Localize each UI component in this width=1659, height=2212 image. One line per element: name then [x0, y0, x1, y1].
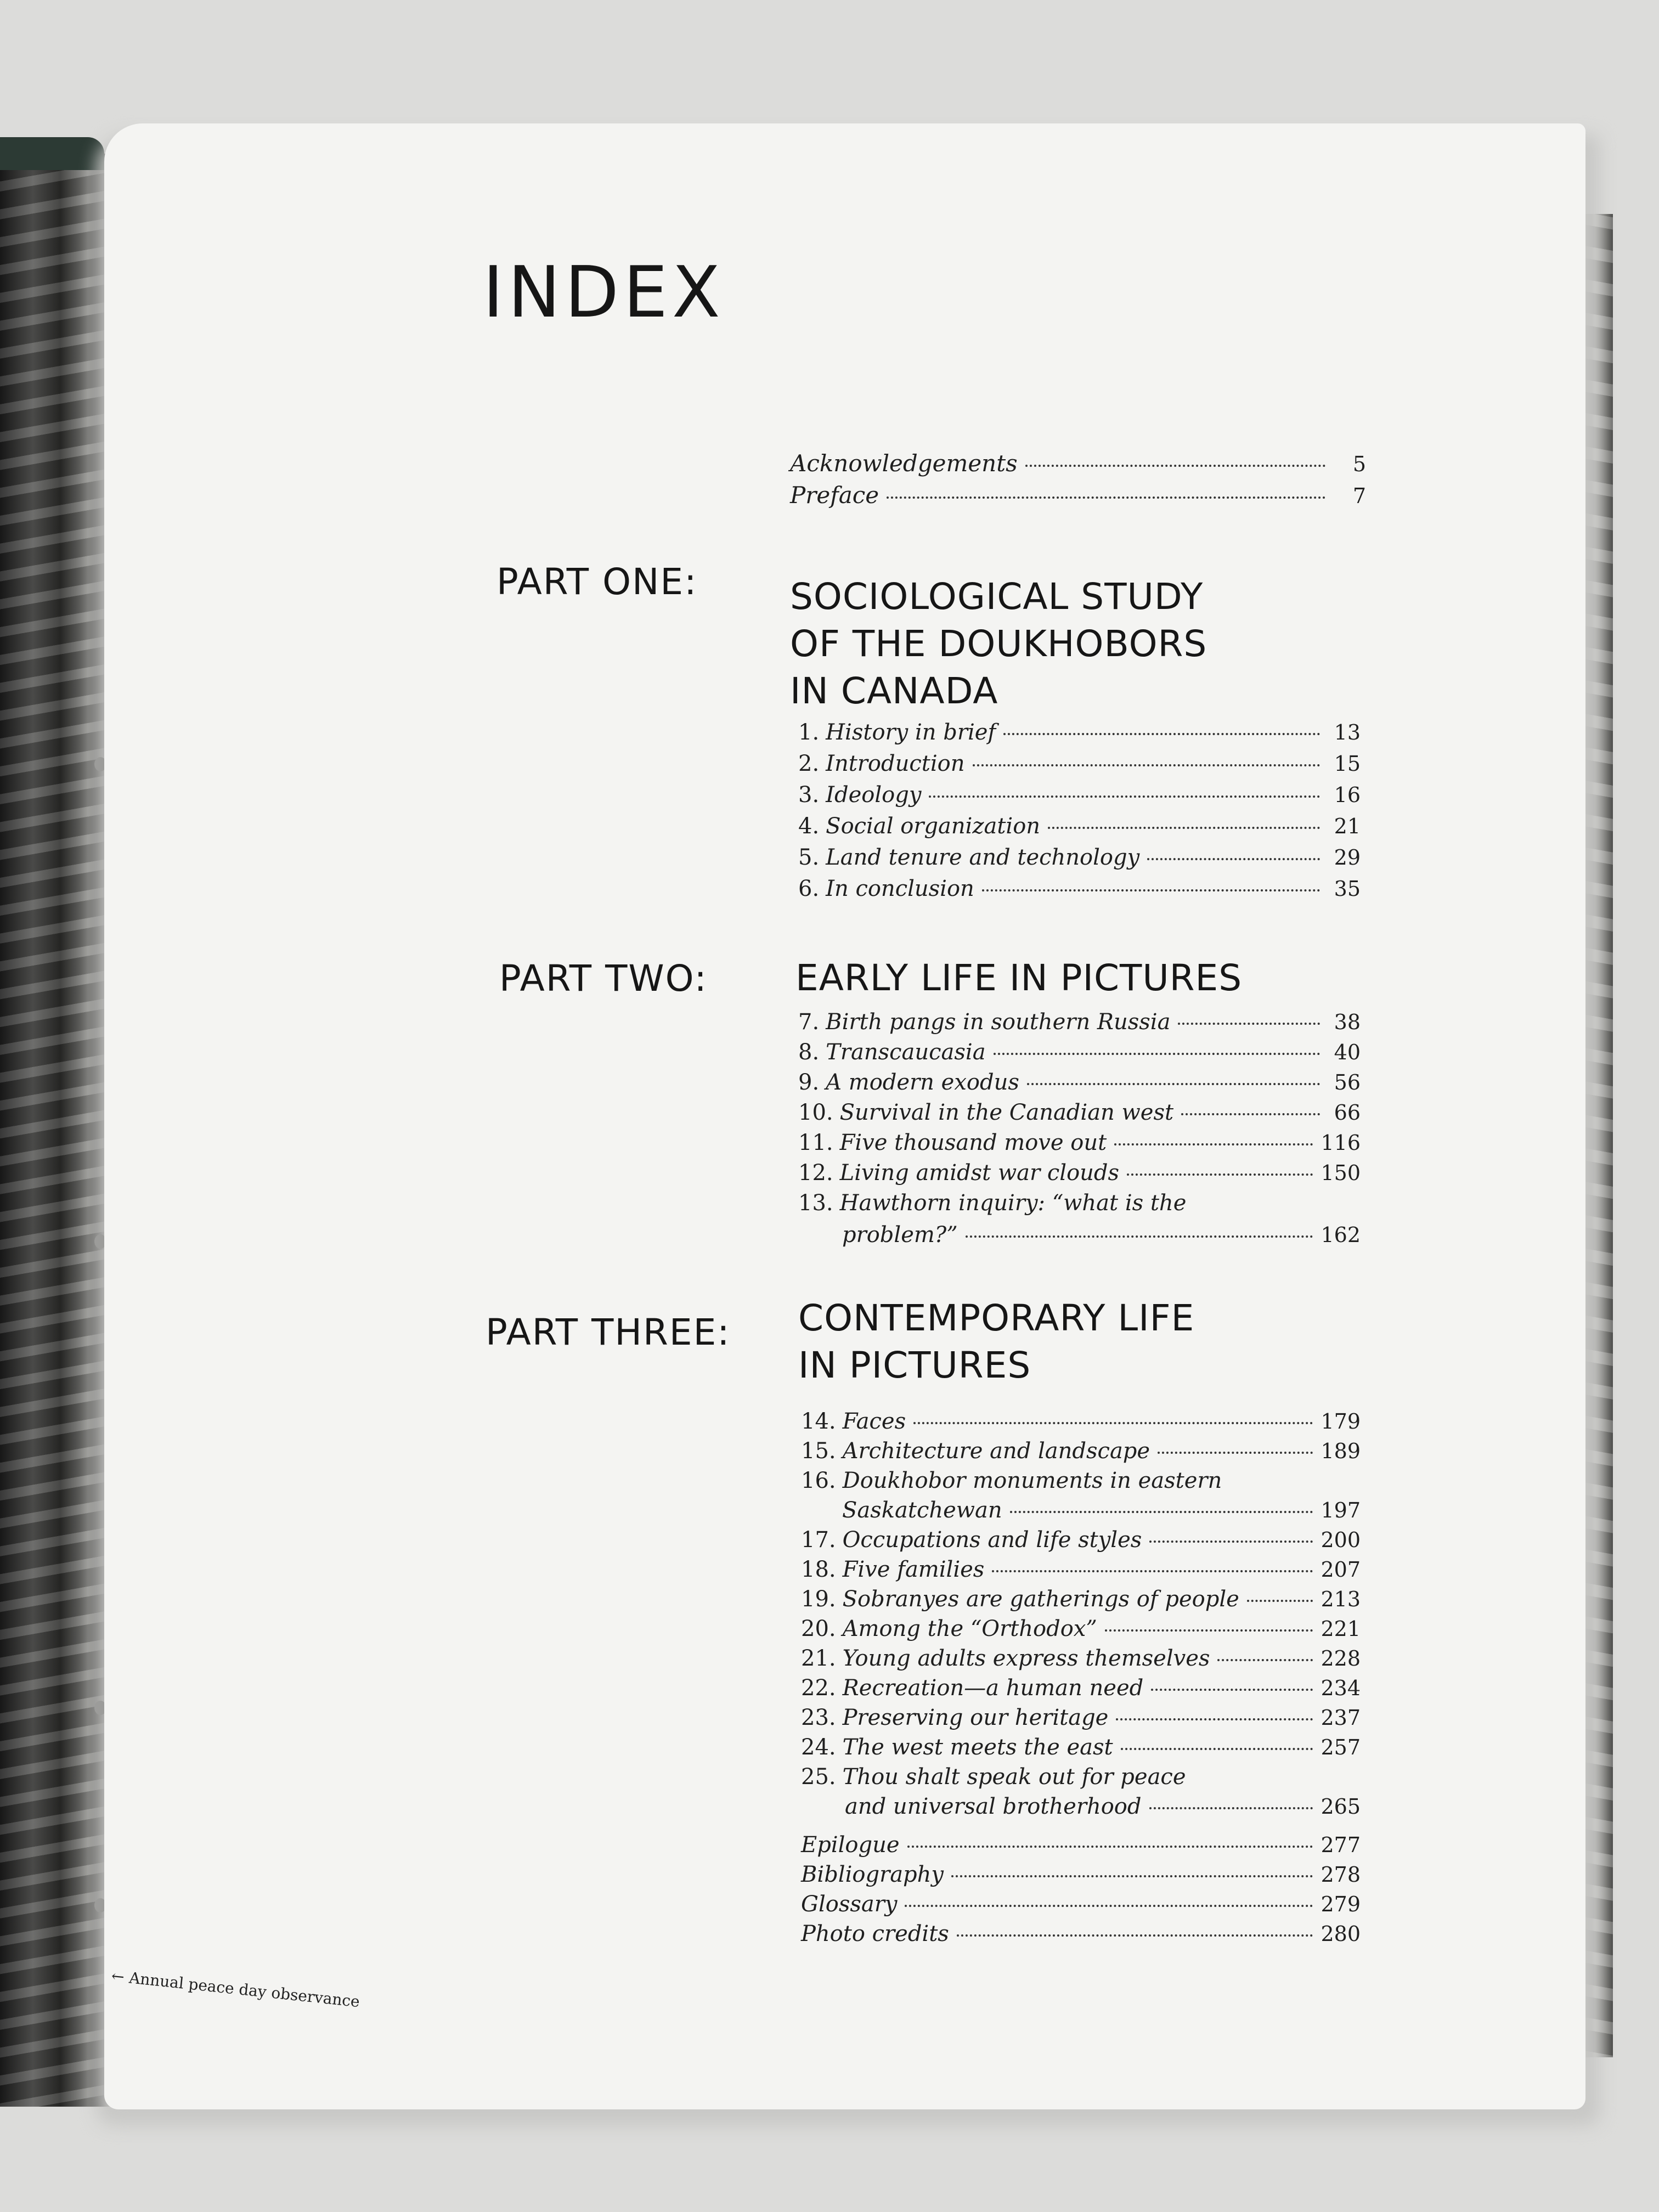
leader-dots: [1105, 1629, 1313, 1632]
leader-dots: [1127, 1173, 1313, 1176]
toc-entry-page: 221: [1321, 1617, 1361, 1641]
toc-entry: 8. Transcaucasia 40: [798, 1040, 1361, 1065]
toc-entry: 15. Architecture and landscape 189: [801, 1438, 1361, 1464]
toc-entry-page: 15: [1334, 752, 1361, 776]
leader-dots: [1114, 1143, 1313, 1146]
toc-entry: 6. In conclusion 35: [798, 876, 1361, 901]
toc-entry-page: 35: [1334, 877, 1361, 901]
toc-entry-page: 40: [1334, 1040, 1361, 1064]
toc-entry-preface: [790, 482, 1366, 509]
toc-entry-page: 213: [1321, 1587, 1361, 1611]
leader-dots: [1010, 1511, 1313, 1513]
toc-entry-label: Preface: [790, 482, 879, 509]
toc-entry: 21. Young adults express themselves 228: [801, 1646, 1361, 1671]
leader-dots: [1158, 1452, 1313, 1454]
toc-entry: 23. Preserving our heritage 237: [801, 1705, 1361, 1730]
leader-dots: [913, 1422, 1313, 1424]
toc-entry-bibliography: Bibliography 278: [801, 1862, 1361, 1887]
toc-entry-page: 13: [1334, 720, 1361, 744]
toc-entry: 11. Five thousand move out 116: [798, 1130, 1361, 1155]
facing-page-photo: [0, 154, 110, 2107]
leader-dots: [1217, 1659, 1313, 1661]
leader-dots: [929, 795, 1320, 798]
part-one-title: SOCIOLOGICAL STUDY OF THE DOUKHOBORS IN CANADA: [790, 575, 1207, 712]
toc-entry-page: 279: [1321, 1892, 1361, 1916]
part-three-title: CONTEMPORARY LIFE IN PICTURES: [798, 1297, 1195, 1386]
toc-entry: 1. History in brief 13: [798, 720, 1361, 745]
arrow-left-icon: ←: [110, 1967, 126, 1987]
toc-entry-page: 200: [1321, 1528, 1361, 1552]
toc-entry: 10. Survival in the Canadian west 66: [798, 1100, 1361, 1125]
leader-dots: [1048, 827, 1320, 829]
book-spine-edge: [0, 137, 104, 170]
toc-entry: 12. Living amidst war clouds 150: [798, 1160, 1361, 1186]
toc-entry-page: 197: [1321, 1498, 1361, 1522]
toc-entry: 3. Ideology 16: [798, 782, 1361, 808]
leader-dots: [1147, 858, 1320, 860]
leader-dots: [1121, 1748, 1313, 1750]
toc-entry: 9. A modern exodus 56: [798, 1070, 1361, 1095]
toc-entry: 14. Faces 179: [801, 1409, 1361, 1434]
leader-dots: [887, 496, 1325, 499]
leader-dots: [951, 1875, 1313, 1877]
toc-entry-epilogue: Epilogue 277: [801, 1832, 1361, 1858]
leader-dots: [905, 1905, 1313, 1907]
toc-entry: 4. Social organization 21: [798, 814, 1361, 839]
toc-entry-page: 29: [1334, 845, 1361, 870]
toc-entry: 20. Among the “Orthodox” 221: [801, 1616, 1361, 1641]
leader-dots: [957, 1934, 1313, 1937]
toc-entry-page: 21: [1334, 814, 1361, 838]
toc-entry-page: 162: [1321, 1223, 1361, 1247]
leader-dots: [1116, 1718, 1313, 1720]
toc-entry-page: 56: [1334, 1070, 1361, 1094]
toc-entry: 24. The west meets the east 257: [801, 1735, 1361, 1760]
part-three-label: PART THREE:: [486, 1311, 731, 1353]
toc-entry-page: 228: [1321, 1646, 1361, 1671]
leader-dots: [1181, 1113, 1320, 1115]
leader-dots: [992, 1570, 1313, 1572]
leader-dots: [1149, 1541, 1313, 1543]
toc-entry-page: 207: [1321, 1558, 1361, 1582]
part-two-title: EARLY LIFE IN PICTURES: [795, 957, 1243, 999]
toc-entry: 13. Hawthorn inquiry: “what is the: [798, 1190, 1187, 1216]
toc-entry-page: 234: [1321, 1676, 1361, 1700]
toc-entry-page: 257: [1321, 1735, 1361, 1759]
part-two-label: PART TWO:: [499, 957, 708, 1000]
toc-entry: 25. Thou shalt speak out for peace: [801, 1764, 1186, 1790]
toc-entry-page: 16: [1334, 783, 1361, 807]
toc-entry-page: 179: [1321, 1409, 1361, 1434]
toc-entry: 18. Five families 207: [801, 1557, 1361, 1582]
leader-dots: [1149, 1807, 1313, 1809]
leader-dots: [907, 1846, 1313, 1848]
leader-dots: [1003, 733, 1320, 735]
leader-dots: [982, 889, 1320, 891]
leader-dots: [966, 1235, 1313, 1238]
toc-entry-page: 5: [1352, 452, 1366, 476]
toc-entry-continuation: Saskatchewan 197: [842, 1498, 1361, 1523]
leader-dots: [1151, 1689, 1313, 1691]
page-title: INDEX: [483, 252, 725, 334]
toc-entry-acknowledgements: [790, 450, 1366, 477]
toc-entry-page: 278: [1321, 1863, 1361, 1887]
toc-entry: 19. Sobranyes are gatherings of people 213: [801, 1587, 1361, 1612]
toc-entry-page: 7: [1352, 484, 1366, 508]
toc-entry-page: 189: [1321, 1439, 1361, 1463]
leader-dots: [994, 1053, 1320, 1055]
toc-entry: 5. Land tenure and technology 29: [798, 845, 1361, 870]
leader-dots: [1027, 1083, 1320, 1085]
toc-entry-page: 277: [1321, 1833, 1361, 1857]
toc-entry-continuation: and universal brotherhood 265: [845, 1794, 1361, 1819]
toc-entry: 7. Birth pangs in southern Russia 38: [798, 1009, 1361, 1035]
leader-dots: [1247, 1600, 1313, 1602]
part-one-label: PART ONE:: [496, 561, 698, 603]
toc-entry-page: 66: [1334, 1101, 1361, 1125]
toc-entry: 16. Doukhobor monuments in eastern: [801, 1468, 1222, 1493]
leader-dots: [973, 764, 1321, 766]
leader-dots: [1178, 1023, 1320, 1025]
toc-entry-page: 38: [1334, 1010, 1361, 1034]
toc-entry: 17. Occupations and life styles 200: [801, 1527, 1361, 1553]
toc-entry-page: 237: [1321, 1706, 1361, 1730]
toc-entry-page: 265: [1321, 1795, 1361, 1819]
toc-entry-page: 150: [1321, 1161, 1361, 1185]
toc-entry-label: Acknowledgements: [790, 450, 1018, 477]
toc-entry-photo-credits: Photo credits 280: [801, 1921, 1361, 1946]
toc-entry: 2. Introduction 15: [798, 751, 1361, 776]
toc-entry-continuation: problem?” 162: [842, 1222, 1361, 1248]
toc-entry: 22. Recreation—a human need 234: [801, 1675, 1361, 1701]
toc-entry-page: 280: [1321, 1922, 1361, 1946]
leader-dots: [1025, 465, 1325, 467]
toc-entry-glossary: Glossary 279: [801, 1892, 1361, 1917]
photo-caption: ← Annual peace day observance: [110, 1967, 361, 2011]
toc-entry-page: 116: [1321, 1131, 1361, 1155]
